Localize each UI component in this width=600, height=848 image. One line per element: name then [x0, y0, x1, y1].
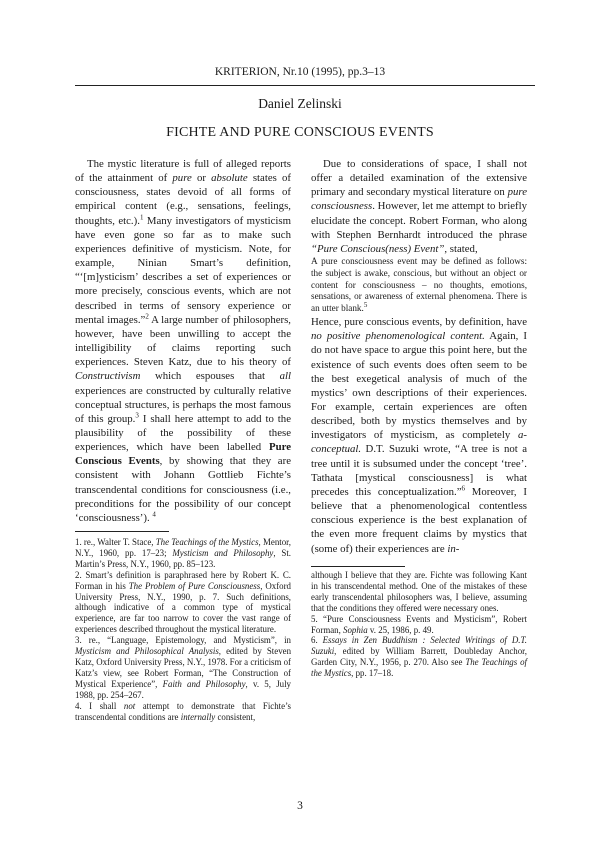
footnotes-left [75, 537, 291, 722]
footnote: 4. I shall not attempt to demonstrate that Fichte’s transcendental conditions are internally consistent, [75, 700, 292, 722]
article-title: FICHTE AND PURE CONSCIOUS EVENTS [166, 125, 434, 140]
footnote: 6. Essays in Zen Buddhism : Selected Writings of D.T. Suzuki, edited by William Barrett, Doubleday Anchor, Garden City, N.Y., 1956, p. 270. Also see The Teachings of the Mystics, pp. 17–18. [311, 635, 527, 679]
block-quote: A pure consciousness event may be defined as follows: the subject is awake, conscious, but without an object or content for consciousness – no thoughts, emotions, sensations, or awareness of external phenomena. There is an utter blank.$^5$ [311, 256, 527, 314]
paragraph-intro: The mystic literature is full of alleged reports of the attainment of pure or absolute states of consciousness, states devoid of all forms of empirical content (e.g., sensations, feelings, thoughts, etc.).$^1$ Many investigators of mysticism have even gone so far as to make such experiences definitive of mysticism. Note, for example, Ninian Smart’s definition, “‘[m]ysticism’ describes a set of experiences or more precisely, conscious events, which are not described in terms of sensory experience or mental images.”$^2$ A large number of philosophers, however, have been unwilling to accept the intelligibility of claims reporting such experiences. Steven Katz, due to his theory of Constructivism which espouses that all experiences are constructed by culturally relative conceptual structures, is perhaps the most famous of this group.$^3$ I shall here attempt to add to the plausibility of the possibility of these experiences, which have been labelled Pure Conscious Events, by showing that they are consistent with Johann Gottlieb Fichte’s transcendental conditions for consciousness (i.e., preconditions for the possibility of our concept ‘consciousness’). $^4$ [75, 158, 292, 524]
left-column [75, 157, 291, 525]
footnote-rule-left [75, 531, 169, 532]
footnote: 3. re., “Language, Epistemology, and Mysticism”, in Mysticism and Philosophical Analysis, edited by Steven Katz, Oxford University Press, N.Y., 1978. For a criticism of Katz’s view, see Robert Forman, “The Construction of Mystical Experience”, Faith and Philosophy, v. 5, July 1988, pp. 254–267. [75, 635, 292, 700]
footnote: 5. “Pure Consciousness Events and Mysticism”, Robert Forman, Sophia v. 25, 1986, p. 49. [311, 613, 527, 635]
page-number: 3 [297, 800, 303, 812]
right-column [311, 157, 527, 556]
paragraph-hence: Hence, pure conscious events, by definition, have no positive phenomenological content. Again, I do not have space to argue this point here, but the existence of such events does often seem to be the best exegetical analysis of much of the mystics’ own descriptions of their experiences. For example, certain experiences are often described, both by mystics themselves and by investigators of mysticism, as completely a-conceptual. D.T. Suzuki wrote, “A tree is not a tree until it is subsumed under the concept ‘tree’. Tathata [mystical consciousness] is what precedes this conceptualization.”$^6$ Moreover, I believe that a phenomenological contentless conscious experience is the best explanation of the even more frequent claims by mystics that (some of) their experiences are in- [311, 316, 527, 555]
footnote: 2. Smart’s definition is paraphrased here by Robert K. C. Forman in his The Problem of Pure Consciousness, Oxford University Press, N.Y., 1990, p. 7. Such definitions, although indicative of a common type of mystical experience, are far too narrow to cover the vast range of experiences described throughout the mystical literature. [75, 569, 291, 635]
footnotes-right [311, 570, 527, 679]
footnote: 1. re., Walter T. Stace, The Teachings of the Mystics, Mentor, N.Y., 1960, pp. 17–23; Mysticism and Philosophy, St. Martin’s Press, N.Y., 1960, pp. 85–123. [75, 537, 292, 569]
footnote: although I believe that they are. Fichte was following Kant in his transcendental method. One of the mistakes of these early transcendental philosophers was, I believe, assuming that the conditions they offered were necessary ones. [311, 570, 527, 613]
header-rule [75, 85, 535, 86]
running-head: KRITERION, Nr.10 (1995), pp.3–13 [214, 66, 386, 78]
footnote-rule-right [311, 566, 405, 567]
author-name: Daniel Zelinski [258, 96, 342, 111]
paragraph-forman: Due to considerations of space, I shall not offer a detailed examination of the extensive primary and secondary mystical literature on pure consciousness. However, let me attempt to briefly elucidate the concept. Robert Forman, who along with Stephen Bernhardt introduced the phrase “Pure Conscious(ness) Event”, stated, [311, 158, 527, 255]
